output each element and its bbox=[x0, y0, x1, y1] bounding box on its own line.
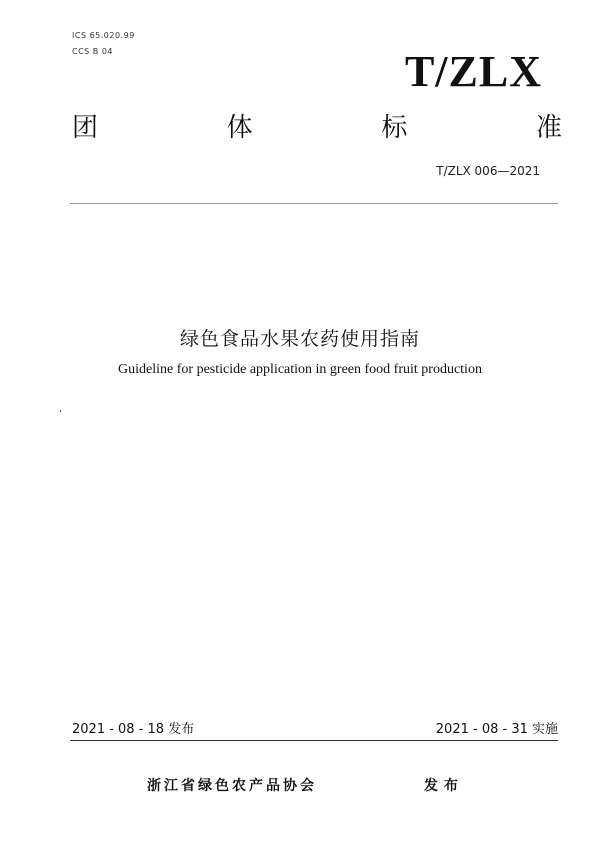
ccs-code: CCS B 04 bbox=[72, 47, 114, 56]
standard-type-char: 准 bbox=[535, 113, 562, 143]
standard-type bbox=[72, 115, 562, 141]
ics-code: ICS 65.020.99 bbox=[72, 31, 135, 40]
publisher-name: 浙江省绿色农产品协会 bbox=[147, 778, 317, 794]
standard-type-char: 团 bbox=[72, 113, 99, 143]
standard-type-char: 标 bbox=[381, 113, 408, 143]
header-divider bbox=[70, 203, 558, 204]
issue-date: 2021 - 08 - 18 发布 bbox=[72, 722, 195, 737]
standard-logo: T/ZLX bbox=[404, 47, 542, 96]
standard-type-char: 体 bbox=[226, 113, 253, 143]
footer-divider bbox=[70, 740, 558, 741]
document-title-english: Guideline for pesticide application in green food fruit production bbox=[118, 362, 482, 377]
document-title-chinese: 绿色食品水果农药使用指南 bbox=[179, 328, 420, 350]
implementation-date: 2021 - 08 - 31 实施 bbox=[435, 722, 558, 737]
publish-label: 发布 bbox=[424, 778, 464, 794]
standard-number: T/ZLX 006—2021 bbox=[436, 164, 540, 178]
stray-mark bbox=[60, 410, 61, 412]
